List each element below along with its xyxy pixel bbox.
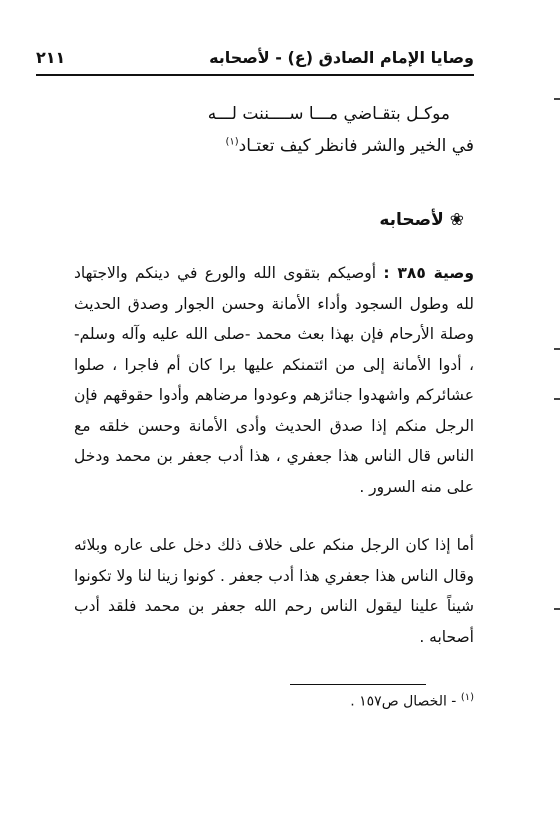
- wasiya-number: وصية ٣٨٥ :: [383, 264, 474, 282]
- flower-ornament-icon: ❀: [449, 210, 464, 230]
- verse-line-1: موكـل بتقـاضي مـــا ســــننت لـــه: [207, 104, 450, 124]
- margin-mark: [554, 98, 560, 100]
- paragraph-1-text: أوصيكم بتقوى الله والورع في دينكم والاجتهاد لله وطول السجود وأداء الأمانة وحسن الجوار وصدق الحديث وصلة الأرحام فإن بهذا بعث محمد -صلى الله عليه وآله وسلم- ، أدوا الأمانة إلى من ائتمنكم عليها برا كان أم فاجرا ، صلوا عشائركم واشهدوا جنائزهم وعودوا مرضاهم وأدوا حقوقهم فإن الرجل منكم إذا صدق الحديث وأدى الأمانة وحسن خلقه مع الناس قال الناس هذا جعفري ، هذا أدب جعفر بن محمد ودخل على منه السرور .: [74, 264, 474, 496]
- margin-mark: [554, 608, 560, 610]
- header-title: وصايا الإمام الصادق (ع) - لأصحابه: [209, 48, 474, 67]
- margin-mark: [554, 348, 560, 350]
- footnote-divider: [290, 684, 426, 685]
- footnote: [350, 692, 474, 710]
- paragraph-1: [74, 258, 474, 502]
- footnote-text: - الخصال ص١٥٧ .: [350, 693, 457, 710]
- footnote-ref: (١): [225, 136, 239, 148]
- section-heading: ❀لأصحابه: [379, 210, 464, 230]
- paragraph-2-text: أما إذا كان الرجل منكم على خلاف ذلك دخل على عاره وبلائه وقال الناس هذا جعفري هذا أدب جعفر . كونوا زينا لنا ولا تكونوا شيناً علينا ليقول الناس رحم الله جعفر بن محمد فلقد أدب أصحابه .: [74, 536, 474, 646]
- verse-line-2: في الخير والشر فانظر كيف تعتـاد$^{(١)}$: [225, 136, 474, 156]
- margin-mark: [554, 398, 560, 400]
- running-header: [36, 48, 474, 76]
- page-number: ٢١١: [36, 48, 66, 67]
- paragraph-2: [74, 530, 474, 652]
- footnote-number: (١): [460, 692, 474, 703]
